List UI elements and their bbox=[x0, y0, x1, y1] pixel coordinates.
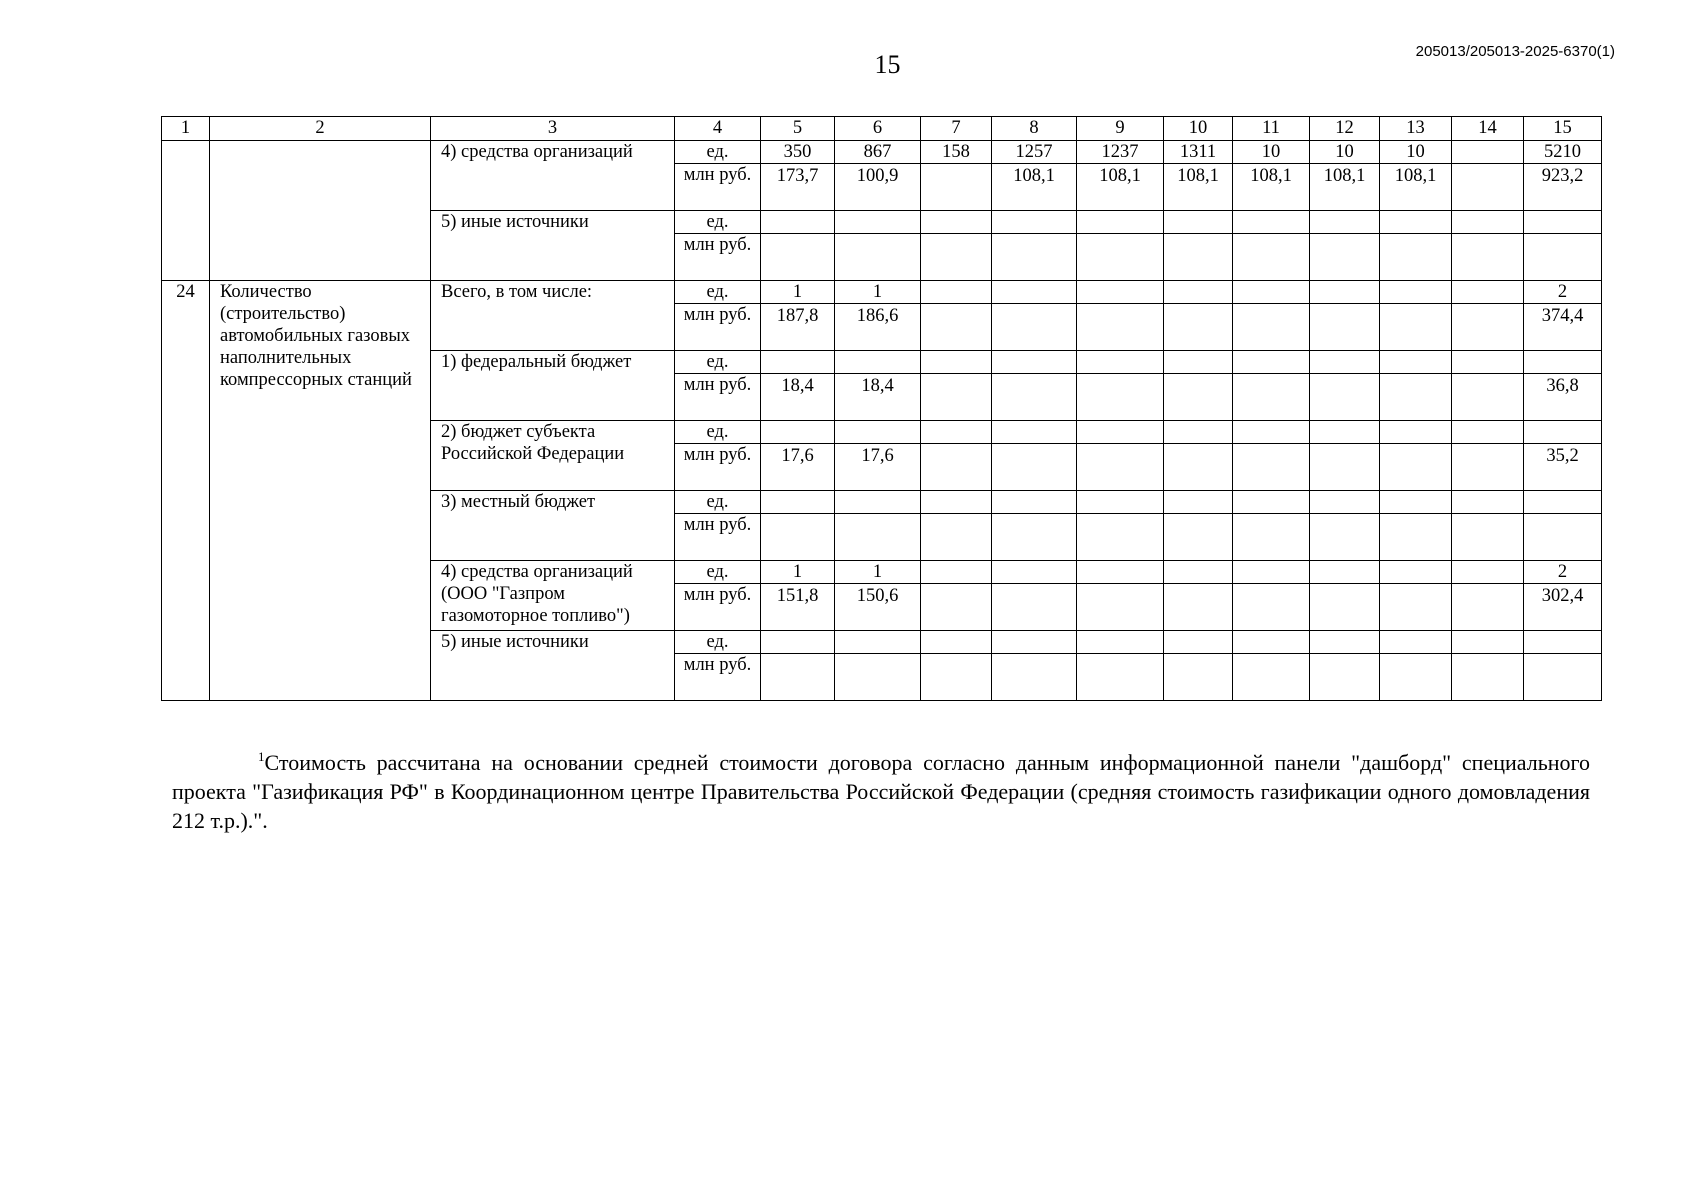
value-cell: 187,8 bbox=[761, 304, 835, 351]
value-cell bbox=[1164, 491, 1233, 514]
value-cell bbox=[1077, 281, 1164, 304]
value-cell bbox=[1452, 351, 1524, 374]
value-cell bbox=[921, 351, 992, 374]
column-header: 9 bbox=[1077, 117, 1164, 141]
unit-money: млн руб. bbox=[675, 654, 761, 701]
value-cell bbox=[1164, 654, 1233, 701]
value-cell bbox=[1310, 631, 1380, 654]
value-cell: 158 bbox=[921, 141, 992, 164]
value-cell bbox=[921, 421, 992, 444]
value-cell: 108,1 bbox=[992, 164, 1077, 211]
unit-money: млн руб. bbox=[675, 584, 761, 631]
value-cell bbox=[921, 211, 992, 234]
value-cell bbox=[1452, 234, 1524, 281]
value-cell bbox=[1164, 374, 1233, 421]
value-cell bbox=[1380, 514, 1452, 561]
value-cell bbox=[1452, 654, 1524, 701]
value-cell bbox=[921, 281, 992, 304]
value-cell bbox=[1380, 444, 1452, 491]
value-cell bbox=[1524, 631, 1602, 654]
value-cell bbox=[1233, 584, 1310, 631]
value-cell bbox=[1233, 304, 1310, 351]
value-cell bbox=[1452, 141, 1524, 164]
value-cell bbox=[1164, 304, 1233, 351]
footnote-text: Стоимость рассчитана на основании средней стоимости договора согласно данным информационной панели "дашборд" специального проекта "Газификация РФ" в Координационном центре Правительства Российской Федерации (средняя стоимость газификации одного домовладения 212 т.р.).". bbox=[172, 750, 1590, 833]
value-cell bbox=[1164, 351, 1233, 374]
footnote-marker: 1 bbox=[258, 749, 265, 764]
value-cell bbox=[1164, 631, 1233, 654]
value-cell bbox=[1077, 491, 1164, 514]
unit-count: ед. bbox=[675, 141, 761, 164]
value-cell: 108,1 bbox=[1380, 164, 1452, 211]
value-cell: 923,2 bbox=[1524, 164, 1602, 211]
value-cell bbox=[761, 491, 835, 514]
value-cell bbox=[1164, 514, 1233, 561]
value-cell bbox=[921, 584, 992, 631]
column-header: 5 bbox=[761, 117, 835, 141]
value-cell: 302,4 bbox=[1524, 584, 1602, 631]
value-cell bbox=[1380, 304, 1452, 351]
value-cell bbox=[1380, 351, 1452, 374]
value-cell bbox=[921, 654, 992, 701]
funding-source-label: 4) средства организаций (ООО "Газпром газомоторное топливо") bbox=[431, 561, 675, 631]
value-cell bbox=[1380, 211, 1452, 234]
value-cell bbox=[1452, 304, 1524, 351]
value-cell bbox=[1233, 211, 1310, 234]
value-cell bbox=[1310, 584, 1380, 631]
value-cell bbox=[835, 491, 921, 514]
value-cell bbox=[1452, 561, 1524, 584]
value-cell bbox=[1077, 631, 1164, 654]
value-cell bbox=[992, 374, 1077, 421]
value-cell bbox=[1524, 211, 1602, 234]
value-cell: 173,7 bbox=[761, 164, 835, 211]
value-cell bbox=[1524, 234, 1602, 281]
value-cell bbox=[921, 444, 992, 491]
value-cell: 108,1 bbox=[1233, 164, 1310, 211]
value-cell bbox=[1380, 281, 1452, 304]
value-cell bbox=[1380, 421, 1452, 444]
value-cell bbox=[992, 654, 1077, 701]
value-cell bbox=[1233, 421, 1310, 444]
value-cell bbox=[992, 421, 1077, 444]
value-cell bbox=[1164, 281, 1233, 304]
value-cell: 1311 bbox=[1164, 141, 1233, 164]
value-cell: 10 bbox=[1233, 141, 1310, 164]
column-header: 7 bbox=[921, 117, 992, 141]
value-cell bbox=[992, 281, 1077, 304]
value-cell bbox=[921, 631, 992, 654]
column-header: 6 bbox=[835, 117, 921, 141]
value-cell bbox=[992, 491, 1077, 514]
value-cell bbox=[1310, 421, 1380, 444]
unit-count: ед. bbox=[675, 281, 761, 304]
value-cell bbox=[1233, 234, 1310, 281]
value-cell: 150,6 bbox=[835, 584, 921, 631]
column-header: 8 bbox=[992, 117, 1077, 141]
column-header: 14 bbox=[1452, 117, 1524, 141]
value-cell: 108,1 bbox=[1077, 164, 1164, 211]
value-cell bbox=[1380, 234, 1452, 281]
value-cell: 10 bbox=[1380, 141, 1452, 164]
value-cell bbox=[1233, 654, 1310, 701]
row-number: 24 bbox=[162, 281, 210, 701]
value-cell bbox=[992, 351, 1077, 374]
unit-count: ед. bbox=[675, 351, 761, 374]
value-cell bbox=[921, 234, 992, 281]
value-cell bbox=[992, 444, 1077, 491]
value-cell bbox=[1452, 584, 1524, 631]
value-cell bbox=[921, 561, 992, 584]
value-cell bbox=[835, 421, 921, 444]
value-cell bbox=[1380, 631, 1452, 654]
value-cell bbox=[1077, 351, 1164, 374]
funding-source-label: 2) бюджет субъекта Российской Федерации bbox=[431, 421, 675, 491]
funding-source-label: 5) иные источники bbox=[431, 211, 675, 281]
value-cell bbox=[761, 421, 835, 444]
value-cell bbox=[1310, 304, 1380, 351]
value-cell bbox=[1380, 491, 1452, 514]
value-cell bbox=[1310, 491, 1380, 514]
value-cell: 18,4 bbox=[835, 374, 921, 421]
page-number: 15 bbox=[874, 50, 901, 79]
value-cell bbox=[921, 374, 992, 421]
value-cell bbox=[835, 234, 921, 281]
value-cell: 2 bbox=[1524, 281, 1602, 304]
value-cell bbox=[1077, 374, 1164, 421]
table-row bbox=[162, 281, 1602, 304]
value-cell bbox=[1310, 281, 1380, 304]
value-cell: 1257 bbox=[992, 141, 1077, 164]
value-cell bbox=[992, 514, 1077, 561]
value-cell: 35,2 bbox=[1524, 444, 1602, 491]
unit-money: млн руб. bbox=[675, 304, 761, 351]
value-cell: 17,6 bbox=[761, 444, 835, 491]
value-cell bbox=[1233, 631, 1310, 654]
value-cell bbox=[1524, 654, 1602, 701]
value-cell bbox=[1452, 281, 1524, 304]
value-cell bbox=[992, 211, 1077, 234]
unit-money: млн руб. bbox=[675, 234, 761, 281]
funding-table bbox=[161, 116, 1602, 701]
value-cell bbox=[1077, 444, 1164, 491]
value-cell bbox=[1524, 491, 1602, 514]
column-header: 3 bbox=[431, 117, 675, 141]
value-cell: 100,9 bbox=[835, 164, 921, 211]
value-cell bbox=[1380, 374, 1452, 421]
unit-count: ед. bbox=[675, 631, 761, 654]
value-cell bbox=[992, 584, 1077, 631]
value-cell: 108,1 bbox=[1310, 164, 1380, 211]
value-cell bbox=[992, 631, 1077, 654]
value-cell bbox=[1524, 421, 1602, 444]
value-cell: 374,4 bbox=[1524, 304, 1602, 351]
value-cell bbox=[835, 514, 921, 561]
unit-count: ед. bbox=[675, 211, 761, 234]
value-cell bbox=[1233, 491, 1310, 514]
value-cell bbox=[1233, 514, 1310, 561]
value-cell bbox=[1452, 631, 1524, 654]
value-cell bbox=[761, 654, 835, 701]
value-cell bbox=[1452, 444, 1524, 491]
value-cell bbox=[1380, 561, 1452, 584]
value-cell bbox=[1164, 421, 1233, 444]
value-cell: 350 bbox=[761, 141, 835, 164]
value-cell: 108,1 bbox=[1164, 164, 1233, 211]
value-cell: 1 bbox=[761, 281, 835, 304]
value-cell bbox=[1452, 374, 1524, 421]
column-header: 13 bbox=[1380, 117, 1452, 141]
value-cell: 186,6 bbox=[835, 304, 921, 351]
value-cell bbox=[1452, 211, 1524, 234]
unit-count: ед. bbox=[675, 491, 761, 514]
footnote bbox=[172, 742, 1590, 835]
value-cell bbox=[1452, 164, 1524, 211]
value-cell: 2 bbox=[1524, 561, 1602, 584]
funding-source-label: Всего, в том числе: bbox=[431, 281, 675, 351]
value-cell bbox=[921, 304, 992, 351]
value-cell bbox=[1164, 584, 1233, 631]
value-cell bbox=[1077, 654, 1164, 701]
unit-money: млн руб. bbox=[675, 164, 761, 211]
value-cell bbox=[1233, 351, 1310, 374]
value-cell bbox=[1233, 374, 1310, 421]
funding-source-label: 3) местный бюджет bbox=[431, 491, 675, 561]
value-cell bbox=[1310, 351, 1380, 374]
value-cell bbox=[1452, 421, 1524, 444]
value-cell bbox=[835, 351, 921, 374]
value-cell bbox=[835, 211, 921, 234]
column-header: 10 bbox=[1164, 117, 1233, 141]
value-cell bbox=[921, 514, 992, 561]
value-cell bbox=[1164, 561, 1233, 584]
value-cell bbox=[1164, 211, 1233, 234]
column-header: 4 bbox=[675, 117, 761, 141]
value-cell bbox=[992, 304, 1077, 351]
value-cell bbox=[761, 211, 835, 234]
table-row bbox=[162, 141, 1602, 164]
value-cell: 151,8 bbox=[761, 584, 835, 631]
value-cell bbox=[921, 491, 992, 514]
value-cell bbox=[1310, 654, 1380, 701]
value-cell bbox=[1310, 561, 1380, 584]
value-cell bbox=[1310, 444, 1380, 491]
value-cell bbox=[1233, 561, 1310, 584]
indicator-cell bbox=[210, 141, 431, 281]
value-cell: 5210 bbox=[1524, 141, 1602, 164]
value-cell bbox=[1380, 654, 1452, 701]
document-id: 205013/205013-2025-6370(1) bbox=[1415, 43, 1615, 60]
table-header-row bbox=[162, 117, 1602, 141]
value-cell bbox=[1077, 514, 1164, 561]
unit-money: млн руб. bbox=[675, 514, 761, 561]
value-cell: 867 bbox=[835, 141, 921, 164]
value-cell bbox=[1233, 444, 1310, 491]
value-cell: 1237 bbox=[1077, 141, 1164, 164]
value-cell bbox=[1524, 514, 1602, 561]
value-cell bbox=[1452, 491, 1524, 514]
column-header: 15 bbox=[1524, 117, 1602, 141]
value-cell bbox=[835, 654, 921, 701]
value-cell: 10 bbox=[1310, 141, 1380, 164]
column-header: 11 bbox=[1233, 117, 1310, 141]
value-cell: 1 bbox=[761, 561, 835, 584]
value-cell bbox=[761, 234, 835, 281]
value-cell bbox=[1077, 304, 1164, 351]
funding-source-label: 5) иные источники bbox=[431, 631, 675, 701]
value-cell bbox=[1380, 584, 1452, 631]
value-cell bbox=[1077, 584, 1164, 631]
value-cell bbox=[1310, 211, 1380, 234]
value-cell bbox=[992, 561, 1077, 584]
value-cell bbox=[835, 631, 921, 654]
value-cell bbox=[921, 164, 992, 211]
value-cell bbox=[1452, 514, 1524, 561]
value-cell: 1 bbox=[835, 281, 921, 304]
indicator-name: Количество (строительство) автомобильных газовых наполнительных компрессорных станций bbox=[210, 281, 431, 701]
column-header: 12 bbox=[1310, 117, 1380, 141]
value-cell bbox=[761, 514, 835, 561]
value-cell bbox=[1077, 421, 1164, 444]
value-cell bbox=[1233, 281, 1310, 304]
value-cell bbox=[1524, 351, 1602, 374]
value-cell bbox=[1310, 374, 1380, 421]
value-cell bbox=[1077, 211, 1164, 234]
funding-source-label: 1) федеральный бюджет bbox=[431, 351, 675, 421]
value-cell bbox=[1310, 514, 1380, 561]
unit-money: млн руб. bbox=[675, 444, 761, 491]
value-cell bbox=[1077, 234, 1164, 281]
value-cell bbox=[761, 351, 835, 374]
value-cell bbox=[761, 631, 835, 654]
value-cell: 36,8 bbox=[1524, 374, 1602, 421]
value-cell: 18,4 bbox=[761, 374, 835, 421]
value-cell: 17,6 bbox=[835, 444, 921, 491]
column-header: 1 bbox=[162, 117, 210, 141]
column-header: 2 bbox=[210, 117, 431, 141]
unit-count: ед. bbox=[675, 421, 761, 444]
value-cell: 1 bbox=[835, 561, 921, 584]
value-cell bbox=[992, 234, 1077, 281]
value-cell bbox=[1077, 561, 1164, 584]
row-number-cell bbox=[162, 141, 210, 281]
value-cell bbox=[1164, 234, 1233, 281]
unit-money: млн руб. bbox=[675, 374, 761, 421]
unit-count: ед. bbox=[675, 561, 761, 584]
funding-source-label: 4) средства организаций bbox=[431, 141, 675, 211]
value-cell bbox=[1310, 234, 1380, 281]
value-cell bbox=[1164, 444, 1233, 491]
